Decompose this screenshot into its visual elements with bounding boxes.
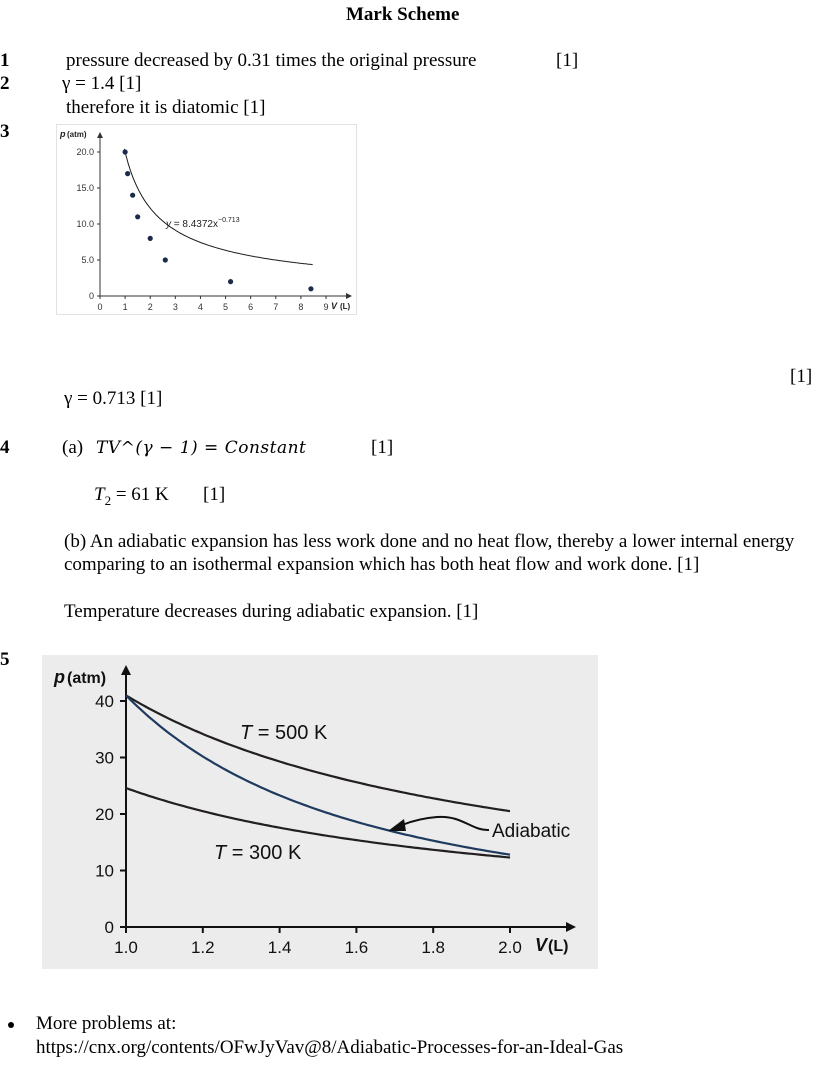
chart1-x-tick-label: 5 xyxy=(223,302,229,312)
chart2-y-tick-label: 40 xyxy=(95,692,114,711)
question-number-3: 3 xyxy=(0,121,10,142)
chart1-x-tick-label: 8 xyxy=(298,302,304,312)
chart1-data-point xyxy=(125,171,130,176)
chart2-x-tick-label: 2.0 xyxy=(498,938,522,957)
t2-value: = 61 K xyxy=(111,484,169,505)
chart2-x-tick-label: 1.0 xyxy=(114,938,138,957)
chart1-ylabel-unit: (atm) xyxy=(67,130,87,139)
chart1-data-point xyxy=(135,214,140,219)
footer-label: More problems at: xyxy=(36,1013,177,1034)
chart1-x-tick-label: 3 xyxy=(172,302,178,312)
q4a-prefix: (a) xyxy=(62,437,84,458)
question-number-1: 1 xyxy=(0,50,10,71)
q4a-mark: [1] xyxy=(371,437,394,458)
page-title: Mark Scheme xyxy=(346,4,460,25)
chart1-x-tick-label: 0 xyxy=(97,302,103,312)
chart2-x-tick-label: 1.4 xyxy=(267,938,292,957)
chart1-y-tick-label: 5.0 xyxy=(81,255,94,265)
chart2-ylabel-var: p xyxy=(54,667,65,687)
chart2-x-tick-label: 1.8 xyxy=(421,938,446,957)
chart2-y-tick-label: 0 xyxy=(104,918,114,937)
chart1-data-point xyxy=(228,279,233,284)
chart1-x-tick-label: 7 xyxy=(273,302,279,312)
chart1-data-point xyxy=(148,236,153,241)
chart1-data-point xyxy=(123,149,128,154)
chart1-data-point xyxy=(130,193,135,198)
chart1-xlabel-unit: (L) xyxy=(340,302,351,311)
label-t300: T = 300 K xyxy=(214,842,302,864)
chart1-x-tick-label: 4 xyxy=(197,302,203,312)
q4b-answer: (b) An adiabatic expansion has less work done and no heat flow, thereby a lower internal energy comparing to an isothermal expansion which has both heat flow and work done. [1] xyxy=(64,531,795,575)
chart2-y-tick-label: 30 xyxy=(95,748,114,768)
question-number-2: 2 xyxy=(0,73,10,94)
q4b-answer-line2: Temperature decreases during adiabatic expansion. [1] xyxy=(64,601,479,622)
chart1-xlabel-var: V xyxy=(331,301,338,311)
chart2-y-tick-label: 20 xyxy=(95,805,114,824)
chart1-x-tick-label: 1 xyxy=(122,302,128,312)
scatter-fit-chart xyxy=(56,124,358,316)
chart2-x-tick-label: 1.2 xyxy=(190,938,215,957)
chart1-x-tick-label: 9 xyxy=(323,302,329,312)
footer-url: https://cnx.org/contents/OFwJyVav@8/Adiabatic-Processes-for-an-Ideal-Gas xyxy=(36,1037,624,1058)
chart1-x-tick-label: 6 xyxy=(248,302,254,312)
chart1-equation: $y = 8.4372x^{-0.713}$ xyxy=(166,217,240,230)
chart1-data-point xyxy=(308,286,313,291)
t2-symbol: T xyxy=(94,484,105,505)
q2-answer-line1: γ = 1.4 [1] xyxy=(62,73,142,94)
q3-answer: γ = 0.713 [1] xyxy=(64,388,163,409)
chart1-y-tick-label: 0 xyxy=(88,291,94,301)
t2-subscript: 2 xyxy=(104,492,112,508)
chart2-xlabel-var: V xyxy=(535,935,548,955)
question-number-5: 5 xyxy=(0,649,10,670)
q1-answer-text: pressure decreased by 0.31 times the original pressure xyxy=(66,50,477,71)
chart1-y-tick-label: 10.0 xyxy=(76,219,94,229)
label-t500: T = 500 K xyxy=(240,722,328,744)
q2-answer-line2: therefore it is diatomic [1] xyxy=(66,97,266,118)
chart2-ylabel-unit: (atm) xyxy=(67,670,107,687)
q4a-equation: TV^(γ − 1) = Constant xyxy=(96,438,307,458)
chart1-x-tick-label: 2 xyxy=(147,302,153,312)
q4-t2-mark: [1] xyxy=(203,484,226,505)
q3-mark: [1] xyxy=(790,366,813,387)
chart1-y-tick-label: 20.0 xyxy=(76,147,94,157)
chart2-xlabel-unit: (L) xyxy=(548,938,569,955)
chart2-y-tick-label: 10 xyxy=(95,861,114,881)
chart2-x-tick-label: 1.6 xyxy=(344,938,369,957)
label-adiabatic: Adiabatic xyxy=(492,821,571,842)
q1-mark: [1] xyxy=(556,50,579,71)
chart1-data-point xyxy=(163,257,168,262)
q4-t2-answer xyxy=(94,484,169,509)
bullet-icon xyxy=(8,1022,14,1028)
chart1-y-tick-label: 15.0 xyxy=(76,183,94,193)
pv-isotherm-adiabat-chart xyxy=(42,655,598,969)
question-number-4: 4 xyxy=(0,437,10,458)
chart1-ylabel-var: p xyxy=(60,129,66,139)
